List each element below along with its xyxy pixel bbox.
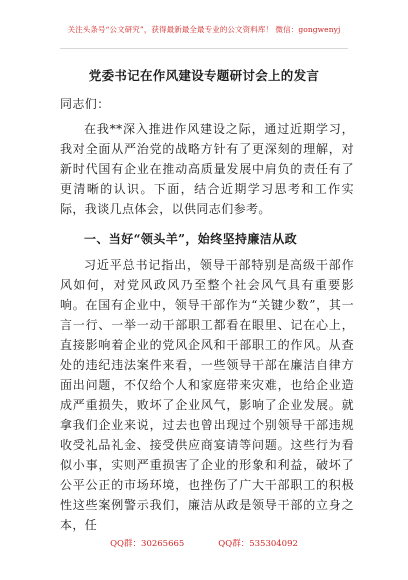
intro-paragraph: 在我**深入推进作风建设之际，通过近期学习，我对全面从严治党的战略方针有了更深刻的理解，对新时代国有企业在推动高质量发展中肩负的责任有了更清晰的认识。下面，结合近期学习思考和工作实际，我谈几点体会，以供同志们参考。	[60, 122, 354, 216]
section-heading: 一、当好“领头羊”，始终坚持廉洁从政	[84, 232, 298, 246]
document-title: 党委书记在作风建设专题研讨会上的发言	[88, 68, 320, 83]
section-body-paragraph: 习近平总书记指出，领导干部特别是高级干部作风如何，对党风政风乃至整个社会风气具有重要影响。在国有企业中，领导干部作为“关键少数”，其一言一行、一举一动干部职工都看在眼里、记在心上，直接影响着企业的党风企风和干部职工的作风。从查处的违纪违法案件来看，一些领导干部在廉洁自律方面出问题，不仅给个人和家庭带来灾难，也给企业造成严重损失，败坏了企业风气，影响了企业发展。就拿我们企业来说，过去也曾出现过个别领导干部违规收受礼品礼金、接受供应商宴请等问题。这些行为看似小事，实则严重损害了企业的形象和利益，破坏了公平公正的市场环境，也挫伤了广大干部职工的积极性这些案例警示我们，廉洁从政是领导干部的立身之本，任	[60, 258, 354, 532]
salutation: 同志们：	[60, 97, 110, 111]
footer-qq-group-1: QQ群：30265665	[110, 539, 185, 549]
footer-contact	[0, 537, 408, 549]
footer-qq-group-2: QQ群：535304092	[218, 539, 298, 549]
promo-banner: 关注头条号“公文研究”，获得最新最全最专业的公文资料库！ 微信：gongwenyj	[67, 25, 341, 34]
header-divider	[60, 48, 348, 49]
